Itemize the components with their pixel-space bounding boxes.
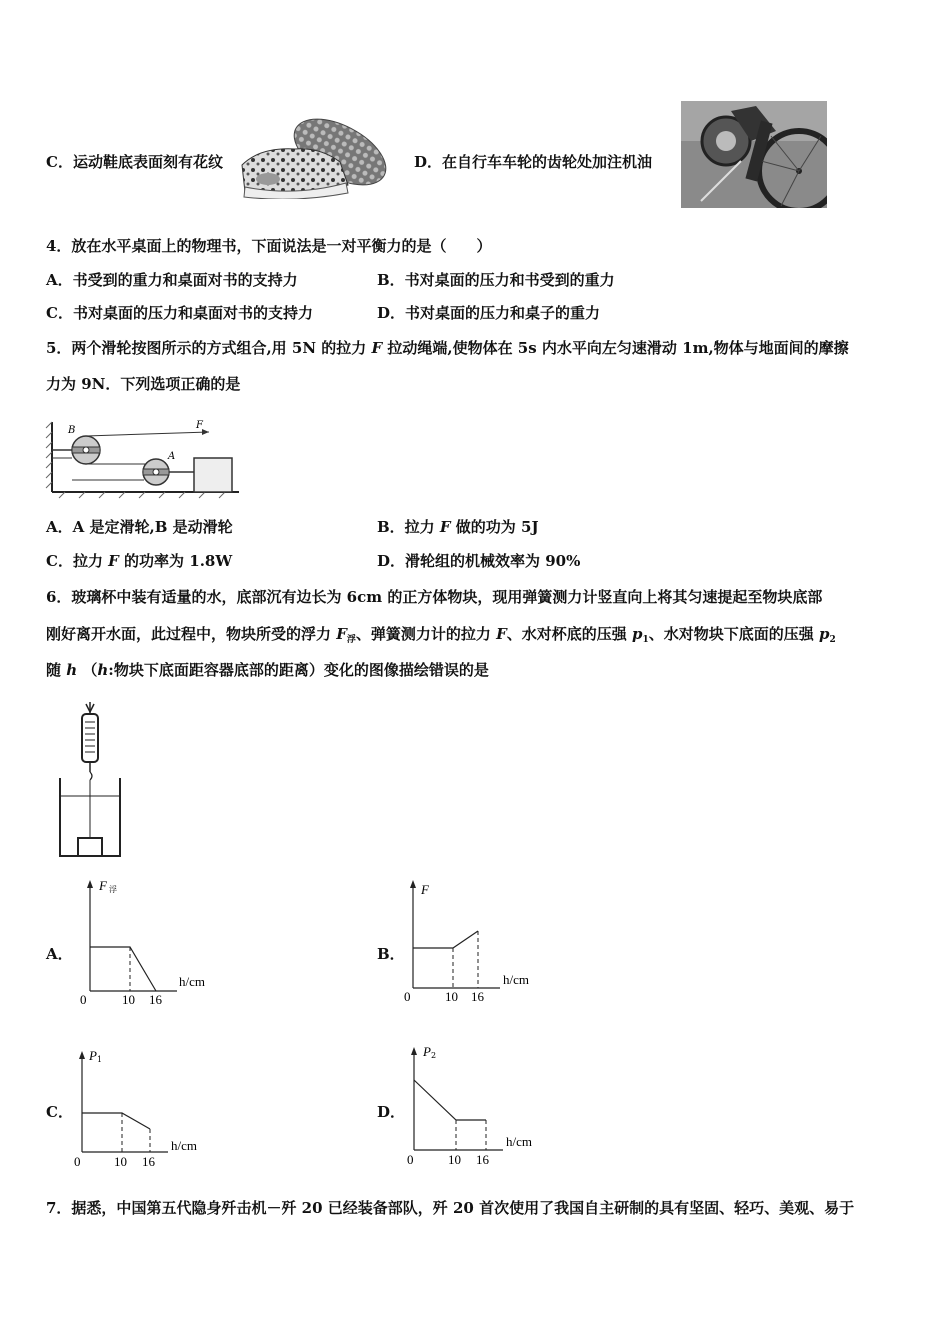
- sneaker-photo: [240, 107, 390, 199]
- q4-option-c: C．书对桌面的压力和桌面对书的支持力: [46, 304, 313, 322]
- q5-stem-line1: 5．两个滑轮按图所示的方式组合,用 5N 的拉力 F 拉动绳端,使物体在 5s 内水平向左匀速滑动 1m,物体与地面间的摩擦: [46, 339, 849, 357]
- graph-c-origin: 0: [74, 1154, 81, 1169]
- q3-option-d: D．在自行车车轮的齿轮处加注机油: [414, 153, 653, 171]
- q6-graph-d-option: D．: [377, 1103, 406, 1121]
- graph-a-ylabel-sub: 浮: [109, 885, 117, 894]
- q5-option-c: C．拉力 F 的功率为 1.8W: [46, 552, 233, 570]
- q6-graph-c-option: C．: [46, 1103, 73, 1121]
- q4-option-a: A．书受到的重力和桌面对书的支持力: [46, 271, 298, 289]
- q4-stem: 4．放在水平桌面上的物理书，下面说法是一对平衡力的是（ ）: [46, 237, 492, 255]
- q5-option-a: A．A 是定滑轮,B 是动滑轮: [46, 518, 233, 536]
- beaker-spring-scale-diagram: [50, 700, 130, 860]
- graph-a-origin: 0: [80, 992, 87, 1007]
- q6-graph-b-option: B．: [377, 945, 405, 963]
- graph-c-ylabel: P: [89, 1048, 97, 1063]
- q6-graph-a: [72, 870, 222, 1010]
- force-label-f: F: [196, 420, 203, 431]
- graph-d-xlabel: h/cm: [506, 1134, 532, 1149]
- q6-graph-b: [395, 870, 545, 1010]
- pulley-label-a: A: [168, 451, 176, 462]
- graph-d-ylabel: P: [423, 1044, 431, 1059]
- graph-a-xlabel: h/cm: [179, 974, 205, 989]
- q6-graph-a-option: A．: [46, 945, 73, 963]
- graph-c-tick-16: 16: [142, 1154, 155, 1169]
- graph-d-tick-10: 10: [448, 1152, 461, 1167]
- graph-b-tick-10: 10: [445, 989, 458, 1004]
- pulley-label-b: B: [68, 425, 76, 436]
- graph-a-ylabel: F: [99, 878, 107, 893]
- graph-a-tick-10: 10: [122, 992, 135, 1007]
- bicycle-gear-photo: [681, 101, 827, 208]
- q5-stem-line2: 力为 9N．下列选项正确的是: [46, 375, 241, 393]
- q7-stem: 7．据悉，中国第五代隐身歼击机－歼 20 已经装备部队，歼 20 首次使用了我国自主研制的具有坚固、轻巧、美观、易于: [46, 1199, 855, 1217]
- graph-c-xlabel: h/cm: [171, 1138, 197, 1153]
- pulley-diagram: [44, 420, 244, 500]
- graph-b-origin: 0: [404, 989, 411, 1004]
- q6-stem-line3: 随 h （h:物块下底面距容器底部的距离）变化的图像描绘错误的是: [46, 661, 489, 679]
- graph-b-xlabel: h/cm: [503, 972, 529, 987]
- q6-graph-d: [398, 1034, 548, 1174]
- graph-c-tick-10: 10: [114, 1154, 127, 1169]
- q5-option-d: D．滑轮组的机械效率为 90%: [377, 552, 581, 570]
- q6-graph-c: [66, 1038, 216, 1178]
- q3-option-c: C．运动鞋底表面刻有花纹: [46, 153, 223, 171]
- q5-option-b: B．拉力 F 做的功为 5J: [377, 518, 539, 536]
- graph-d-ylabel-sub: 2: [431, 1051, 437, 1060]
- graph-b-ylabel: F: [421, 882, 429, 897]
- graph-c-ylabel-sub: 1: [97, 1055, 103, 1064]
- q4-option-b: B．书对桌面的压力和书受到的重力: [377, 271, 615, 289]
- q4-option-d: D．书对桌面的压力和桌子的重力: [377, 304, 601, 322]
- graph-b-tick-16: 16: [471, 989, 484, 1004]
- graph-d-origin: 0: [407, 1152, 414, 1167]
- q6-stem-line2: 刚好离开水面，此过程中，物块所受的浮力 $F_浮$、弹簧测力计的拉力 F、水对杯底的压强 $p_1$、水对物块下底面的压强 $p_2$: [46, 625, 836, 645]
- graph-d-tick-16: 16: [476, 1152, 489, 1167]
- q6-stem-line1: 6．玻璃杯中装有适量的水，底部沉有边长为 6cm 的正方体物块，现用弹簧测力计竖直向上将其匀速提起至物块底部: [46, 588, 823, 606]
- graph-a-tick-16: 16: [149, 992, 162, 1007]
